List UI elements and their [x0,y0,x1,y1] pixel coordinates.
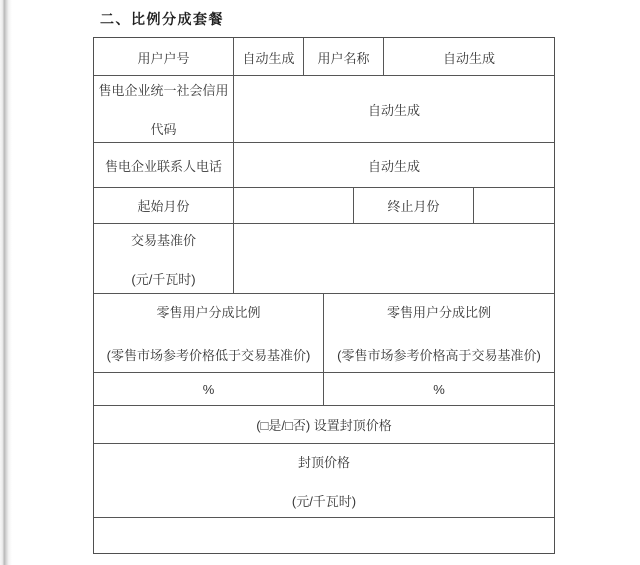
user-number-value: 自动生成 [234,38,304,76]
cap-price-label [94,444,554,517]
contact-phone-label: 售电企业联系人电话 [94,143,234,187]
table-row-cap-price-input [94,518,554,553]
ratio-high-label-line2: (零售市场参考价格高于交易基准价) [337,348,541,363]
contact-phone-value: 自动生成 [367,158,420,174]
ratio-low-percent-cell: % [94,373,324,405]
base-price-input-cell [234,224,554,293]
base-price-label-line1: 交易基准价 [130,232,196,248]
ratio-low-label-line1: 零售用户分成比例 [156,305,261,320]
start-month-input-cell [234,188,354,223]
end-month-label: 终止月份 [354,188,474,223]
credit-code-label [94,76,234,142]
cap-option-text: (□是/□否) 设置封顶价格 [256,418,392,433]
table-row-ratio-values [94,373,554,406]
table-row-contact-phone [94,143,554,188]
base-price-label [94,224,234,293]
proportional-split-package-table [93,37,555,554]
page-edge-shadow [0,0,12,565]
ratio-low-label [94,294,324,372]
table-row-cap-option [94,406,554,444]
user-number-label: 用户户号 [94,38,234,76]
ratio-high-label-line1: 零售用户分成比例 [386,305,491,320]
cap-price-label-line2: (元/千瓦时) [291,493,357,509]
end-month-input-cell [474,188,554,223]
ratio-low-label-line2: (零售市场参考价格低于交易基准价) [106,348,311,363]
ratio-high-label [324,294,554,372]
start-month-label: 起始月份 [94,188,234,223]
credit-code-label-line1: 售电企业统一社会信用 [98,83,229,98]
ratio-high-percent-cell: % [433,381,445,397]
table-row-ratio-headers [94,294,554,373]
base-price-label-line2: (元/千瓦时) [131,271,196,287]
cap-price-input-cell [94,518,554,553]
section-title: 二、比例分成套餐 [100,11,224,27]
user-name-value: 自动生成 [442,50,495,66]
table-row-base-price [94,224,554,294]
table-row-cap-price-label [94,444,554,518]
credit-code-value: 自动生成 [367,102,420,118]
table-row-months [94,188,554,224]
table-row-credit-code [94,76,554,143]
user-name-label: 用户名称 [304,38,384,76]
cap-price-label-line1: 封顶价格 [297,454,350,470]
table-row-user [94,38,554,76]
credit-code-label-line2: 代码 [150,122,177,137]
